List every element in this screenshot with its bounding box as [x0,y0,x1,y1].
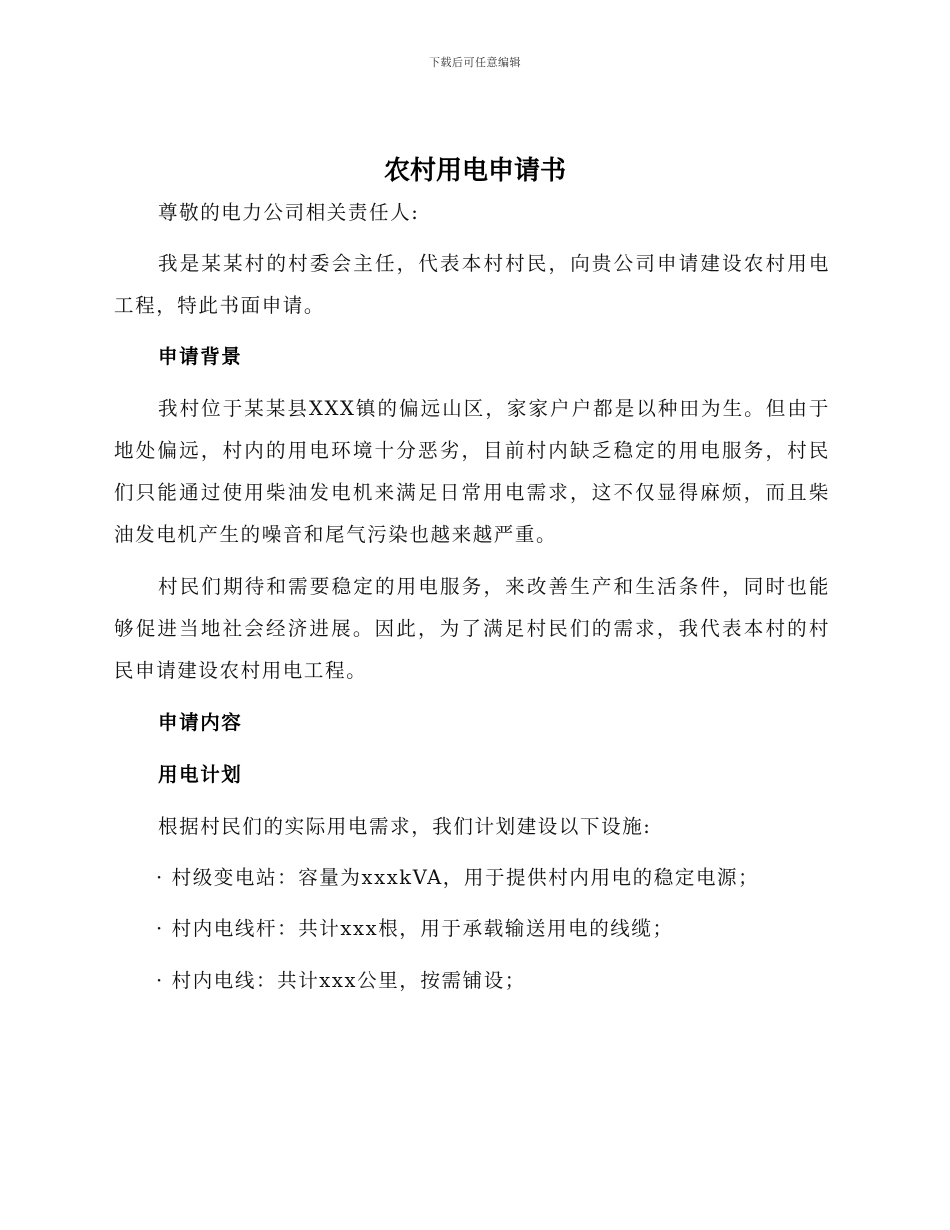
salutation: 尊敬的电力公司相关责任人: [158,201,420,224]
background-paragraph-1: 我村位于某某县XXX镇的偏远山区，家家户户都是以种田为生。但由于地处偏远，村内的用电环境十分恶劣，目前村内缺乏稳定的用电服务，村民们只能通过使用柴油发电机来满足日常用电需求，这不仅显得麻烦，而且柴油发电机产生的噪音和尾气污染也越来越严重。 [114,397,830,546]
header-note: 下载后可任意编辑 [429,56,521,69]
subheading-power-plan: 用电计划 [158,763,243,786]
intro-paragraph: 我是某某村的村委会主任，代表本村村民，向贵公司申请建设农村用电工程，特此书面申请。 [114,252,830,317]
list-item: · 村级变电站：容量为xxxkVA，用于提供村内用电的稳定电源； [156,866,760,889]
section-heading-background: 申请背景 [158,345,243,368]
list-item: · 村内电线杆：共计xxx根，用于承载输送用电的线缆； [156,917,674,940]
document-title: 农村用电申请书 [383,156,566,186]
plan-lead-paragraph: 根据村民们的实际用电需求，我们计划建设以下设施: [158,815,652,838]
section-heading-content: 申请内容 [158,711,243,734]
list-item: · 村内电线：共计xxx公里，按需铺设； [156,969,526,992]
background-paragraph-2: 村民们期待和需要稳定的用电服务，来改善生产和生活条件，同时也能够促进当地社会经济进展。因此，为了满足村民们的需求，我代表本村的村民申请建设农村用电工程。 [114,575,830,682]
